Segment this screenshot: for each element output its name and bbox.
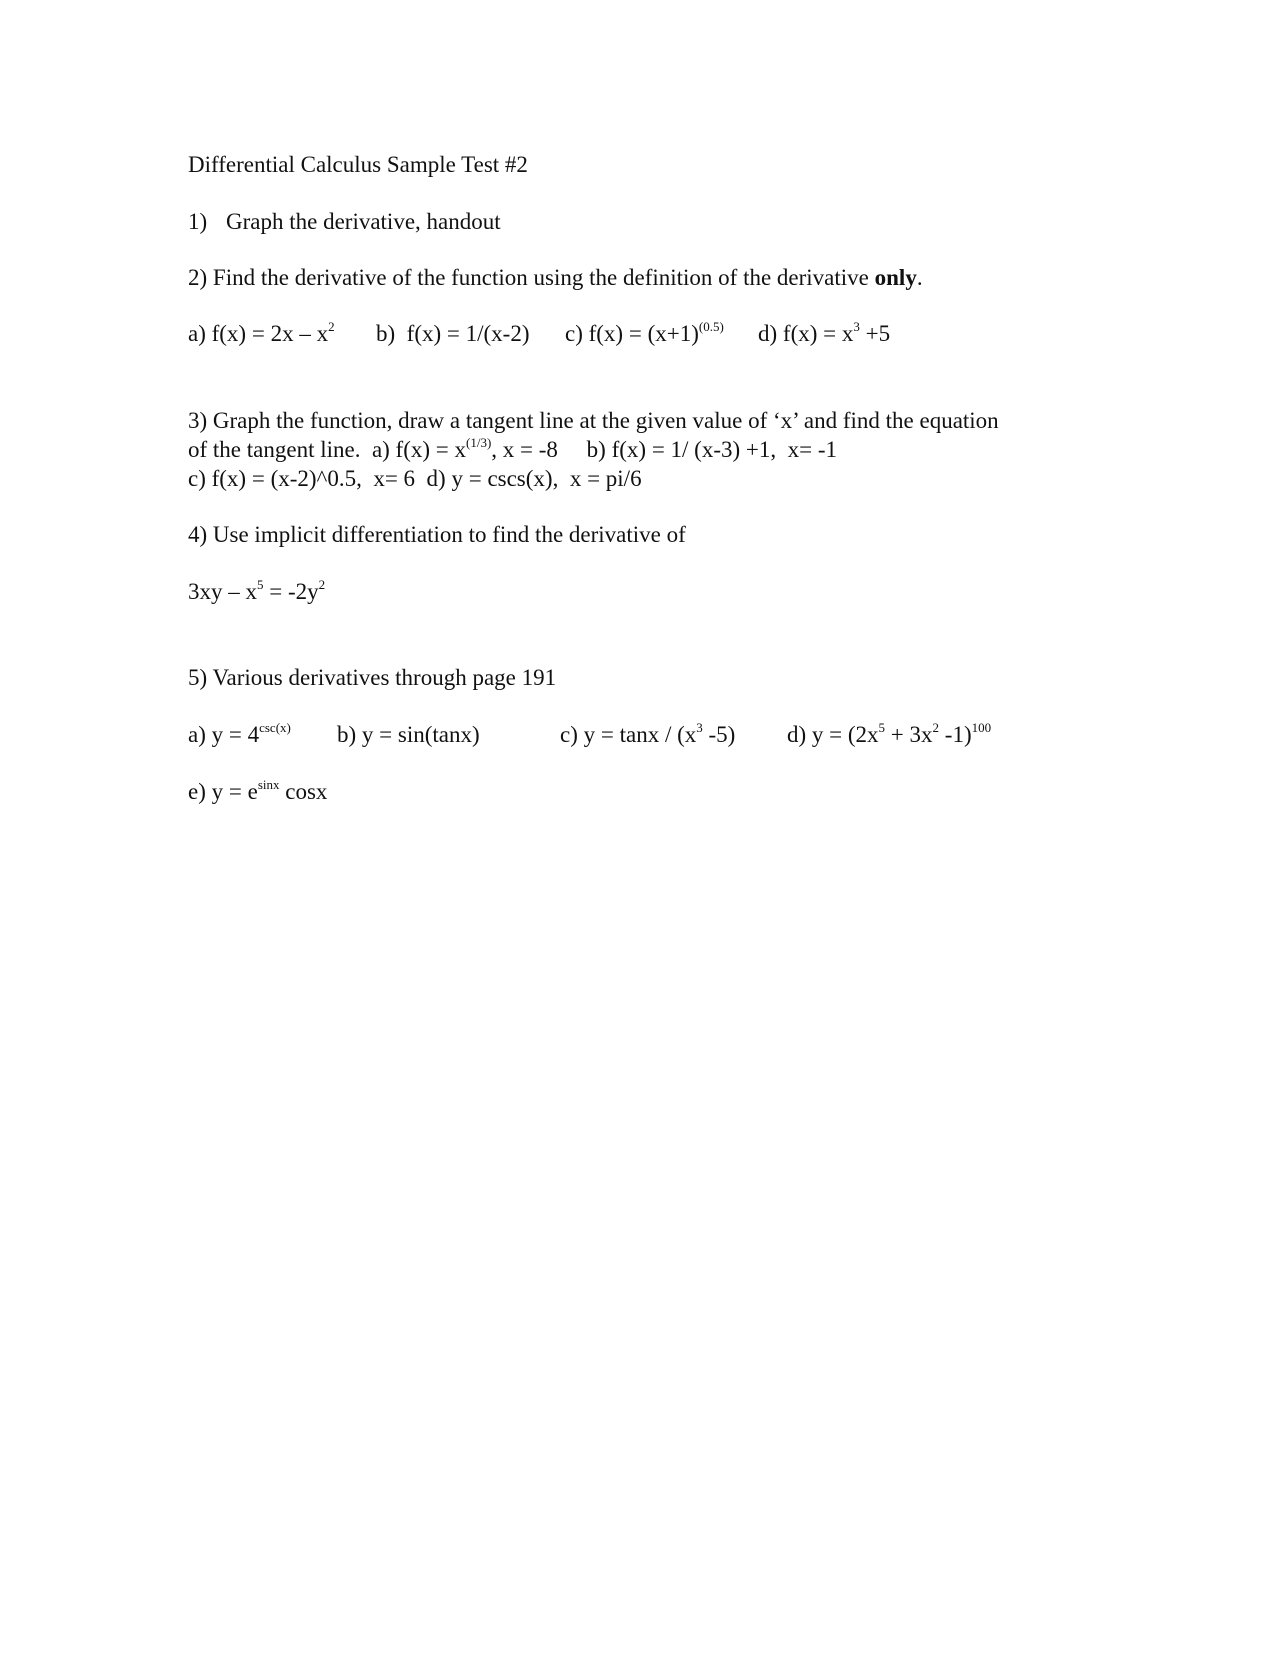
question-2c: c) $f(x) = (x+1)^{(0.5)}$ (565, 319, 724, 346)
question-2-period: . (916, 265, 923, 290)
question-5b: b) y = sin(tanx) (337, 722, 480, 747)
question-3-line-1: 3) Graph the function, draw a tangent line at the given value of ‘x’ and find the equation (188, 408, 999, 433)
question-2-text: 2) Find the derivative of the function using the definition of the derivative (188, 265, 875, 290)
question-4-text: 4) Use implicit differentiation to find the derivative of (188, 522, 686, 547)
question-5a: a) $y = 4^{csc(x)}$ (188, 720, 291, 747)
question-2-emphasis: only (874, 265, 917, 290)
question-1-text: Graph the derivative, handout (226, 209, 501, 234)
question-4-equation: $3xy - x^5 = -2y^2$ (188, 577, 326, 604)
question-2a: a) $f(x) = 2x - x^2$ (188, 319, 335, 346)
question-1-number: 1) (188, 209, 208, 234)
question-5e: e) $y = e^{sinx}$ cosx (188, 777, 328, 804)
question-3-line-3: c) f(x) = (x-2)^0.5, x= 6 d) y = cscs(x), x = pi/6 (188, 466, 642, 491)
question-5c: c) $y = \tan x / (x^3$ -5) (560, 720, 736, 747)
document-title: Differential Calculus Sample Test #2 (188, 152, 528, 177)
question-2b: b) f(x) = 1/(x-2) (376, 321, 530, 346)
question-2-prompt (188, 266, 923, 289)
question-5-text: 5) Various derivatives through page 191 (188, 665, 557, 690)
question-5d: d) $y = (2x^5 + 3x^2$ -1)$^{100}$ (787, 720, 992, 747)
question-2d: d) $f(x) = x^3 +5$ (758, 319, 891, 346)
question-3-line-2: of the tangent line. a) $f(x) = x^{(1/3)}$, x = -8 b) f(x) = 1/ (x-3) +1, x= -1 (188, 435, 838, 462)
